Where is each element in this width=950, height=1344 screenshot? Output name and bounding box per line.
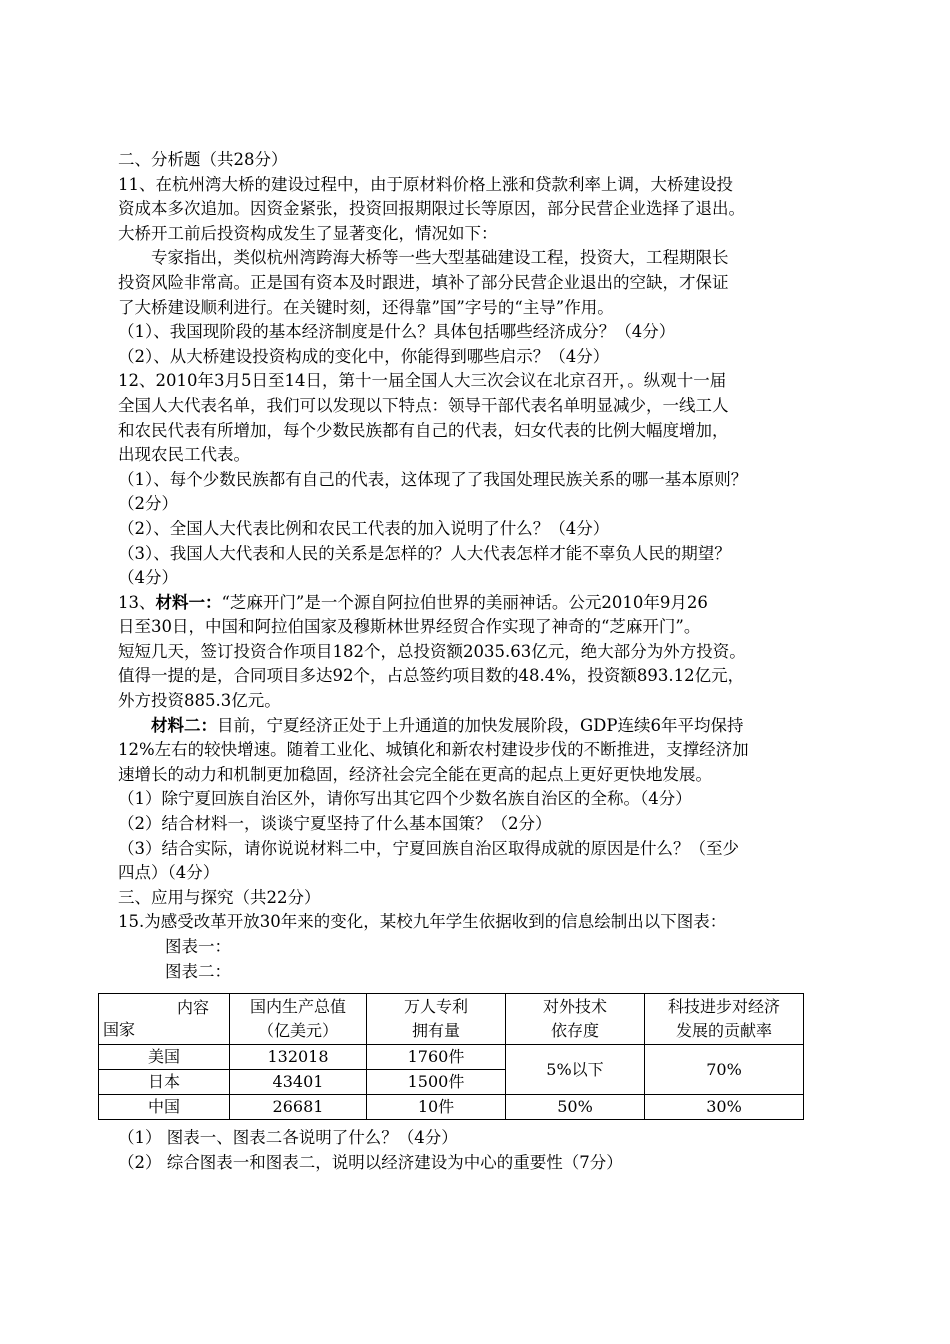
text-line	[118, 296, 838, 321]
line-text: （1）、每个少数民族都有自己的代表，这体现了了我国处理民族关系的哪一基本原则？	[118, 469, 748, 489]
text-line	[118, 837, 838, 862]
line-text: 11、在杭州湾大桥的建设过程中，由于原材料价格上涨和贷款利率上调，大桥建设投	[118, 174, 733, 194]
line-text: （2分）	[118, 494, 178, 514]
text-line	[118, 271, 838, 296]
line-text: 和农民代表有所增加，每个少数民族都有自己的代表，妇女代表的比例大幅度增加，	[118, 420, 729, 440]
text-line	[118, 197, 838, 222]
line-text: 图表二：	[165, 961, 231, 981]
text-line	[118, 394, 838, 419]
line-text: 日至30日，中国和阿拉伯国家及穆斯林世界经贸合作实现了神奇的“芝麻开门”。	[118, 617, 701, 637]
line-text: （2）、全国人大代表比例和农民工代表的加入说明了什么？（4分）	[118, 518, 610, 538]
text-line	[118, 222, 838, 247]
line-text: 外方投资885.3亿元。	[118, 691, 281, 711]
text-line	[118, 861, 838, 886]
line-text: 全国人大代表名单，我们可以发现以下特点：领导干部代表名单明显减少，一线工人	[118, 395, 729, 415]
text-line	[118, 640, 838, 665]
line-text-rest: “芝麻开门”是一个源自阿拉伯世界的美丽神话。公元2010年9月26	[221, 592, 708, 612]
corner-bottom-label: 国家	[103, 1020, 136, 1039]
question-line: （2） 综合图表一和图表二，说明以经济建设为中心的重要性（7分）	[118, 1152, 623, 1172]
line-text: 了大桥建设顺利进行。在关键时刻，还得靠”国”字号的“主导”作用。	[118, 297, 614, 317]
text-line	[118, 320, 838, 345]
text-line	[118, 148, 838, 173]
text-line	[118, 492, 838, 517]
text-line	[118, 173, 838, 198]
material-label: 材料一：	[155, 592, 222, 612]
table-row	[99, 1095, 804, 1120]
text-line	[118, 615, 838, 640]
cell-contribution-merged: 70%	[645, 1045, 804, 1095]
text-line	[118, 886, 838, 911]
cell-country: 美国	[99, 1045, 230, 1070]
text-line	[118, 369, 838, 394]
cell-gdp: 43401	[230, 1070, 367, 1095]
line-text: （1）、我国现阶段的基本经济制度是什么？具体包括哪些经济成分？（4分）	[118, 322, 676, 342]
table-questions	[118, 1126, 838, 1175]
corner-top-label: 内容	[176, 998, 209, 1017]
table-row	[99, 1045, 804, 1070]
cell-gdp: 26681	[230, 1095, 367, 1120]
line-text: 短短几天，签订投资合作项目182个，总投资额2035.63亿元，绝大部分为外方投资。	[118, 641, 746, 661]
document-body	[118, 148, 838, 984]
cell-gdp: 132018	[230, 1045, 367, 1070]
text-line	[118, 443, 838, 468]
cell-country: 日本	[99, 1070, 230, 1095]
line-text: 13、	[118, 592, 156, 612]
question-line: （1） 图表一、图表二各说明了什么？（4分）	[118, 1128, 458, 1147]
text-line	[118, 714, 838, 739]
text-line	[118, 542, 838, 567]
line-text: （1）除宁夏回族自治区外，请你写出其它四个少数名族自治区的全称。（4分）	[118, 789, 692, 809]
table-corner-cell	[99, 994, 230, 1045]
text-line	[118, 787, 838, 812]
line-text: 四点）（4分）	[118, 863, 220, 883]
text-line	[118, 763, 838, 788]
line-text: 12、2010年3月5日至14日，第十一届全国人大三次会议在北京召开，。纵观十一届	[118, 371, 727, 391]
line-text: 15.为感受改革开放30年来的变化，某校九年学生依据收到的信息绘制出以下图表：	[118, 912, 727, 932]
text-line	[118, 812, 838, 837]
cell-patent: 10件	[367, 1095, 506, 1120]
line-text: 投资风险非常高。正是国有资本及时跟进，填补了部分民营企业退出的空缺，才保证	[118, 272, 729, 292]
line-text: （3）、我国人大代表和人民的关系是怎样的？人大代表怎样才能不辜负人民的期望？	[118, 543, 731, 563]
line-text: （4分）	[118, 568, 178, 588]
line-text: 出现农民工代表。	[118, 445, 250, 465]
line-text: 值得一提的是，合同项目多达92个，占总签约项目数的48.4%，投资额893.12亿元，	[118, 666, 745, 686]
cell-patent: 1760件	[367, 1045, 506, 1070]
line-text: 速增长的动力和机制更加稳固，经济社会完全能在更高的起点上更好更快地发展。	[118, 764, 712, 784]
header-gdp: 国内生产总值 （亿美元）	[230, 994, 367, 1045]
text-line	[118, 960, 838, 985]
text-line	[118, 935, 838, 960]
text-line	[118, 689, 838, 714]
line-text: 图表一：	[165, 937, 231, 956]
header-dependence: 对外技术 依存度	[506, 994, 645, 1045]
header-patent: 万人专利 拥有量	[367, 994, 506, 1045]
text-line	[118, 345, 838, 370]
line-text-rest: 目前，宁夏经济正处于上升通道的加快发展阶段，GDP连续6年平均保持	[217, 715, 744, 735]
line-text: （2）结合材料一，谈谈宁夏坚持了什么基本国策？（2分）	[118, 814, 552, 834]
line-text: 专家指出，类似杭州湾跨海大桥等一些大型基础建设工程，投资大，工程期限长	[151, 248, 729, 268]
text-line	[118, 566, 838, 591]
text-line	[118, 910, 838, 935]
text-line	[118, 664, 838, 689]
text-line	[118, 468, 838, 493]
text-line	[118, 419, 838, 444]
text-line	[118, 517, 838, 542]
header-contribution: 科技进步对经济 发展的贡献率	[645, 994, 804, 1045]
line-text: （2）、从大桥建设投资构成的变化中，你能得到哪些启示？（4分）	[118, 346, 610, 366]
cell-dependence-merged: 5%以下	[506, 1045, 645, 1095]
line-text: 三、应用与探究（共22分）	[118, 887, 321, 907]
cell-country: 中国	[99, 1095, 230, 1120]
material-label: 材料二：	[151, 715, 217, 735]
line-text: 12%左右的较快增速。随着工业化、城镇化和新农村建设步伐的不断推进，支撑经济加	[118, 740, 749, 760]
cell-patent: 1500件	[367, 1070, 506, 1095]
line-text: 资成本多次追加。因资金紧张，投资回报期限过长等原因，部分民营企业选择了退出。	[118, 199, 745, 219]
text-line	[118, 246, 838, 271]
line-text: （3）结合实际，请你说说材料二中，宁夏回族自治区取得成就的原因是什么？（至少	[118, 838, 739, 858]
text-line	[118, 738, 838, 763]
line-text: 大桥开工前后投资构成发生了显著变化，情况如下：	[118, 223, 498, 243]
text-line	[118, 591, 838, 616]
cell-contribution: 30%	[645, 1095, 804, 1120]
comparison-table	[98, 993, 804, 1120]
cell-dependence: 50%	[506, 1095, 645, 1120]
line-text: 二、分析题（共28分）	[118, 150, 288, 169]
